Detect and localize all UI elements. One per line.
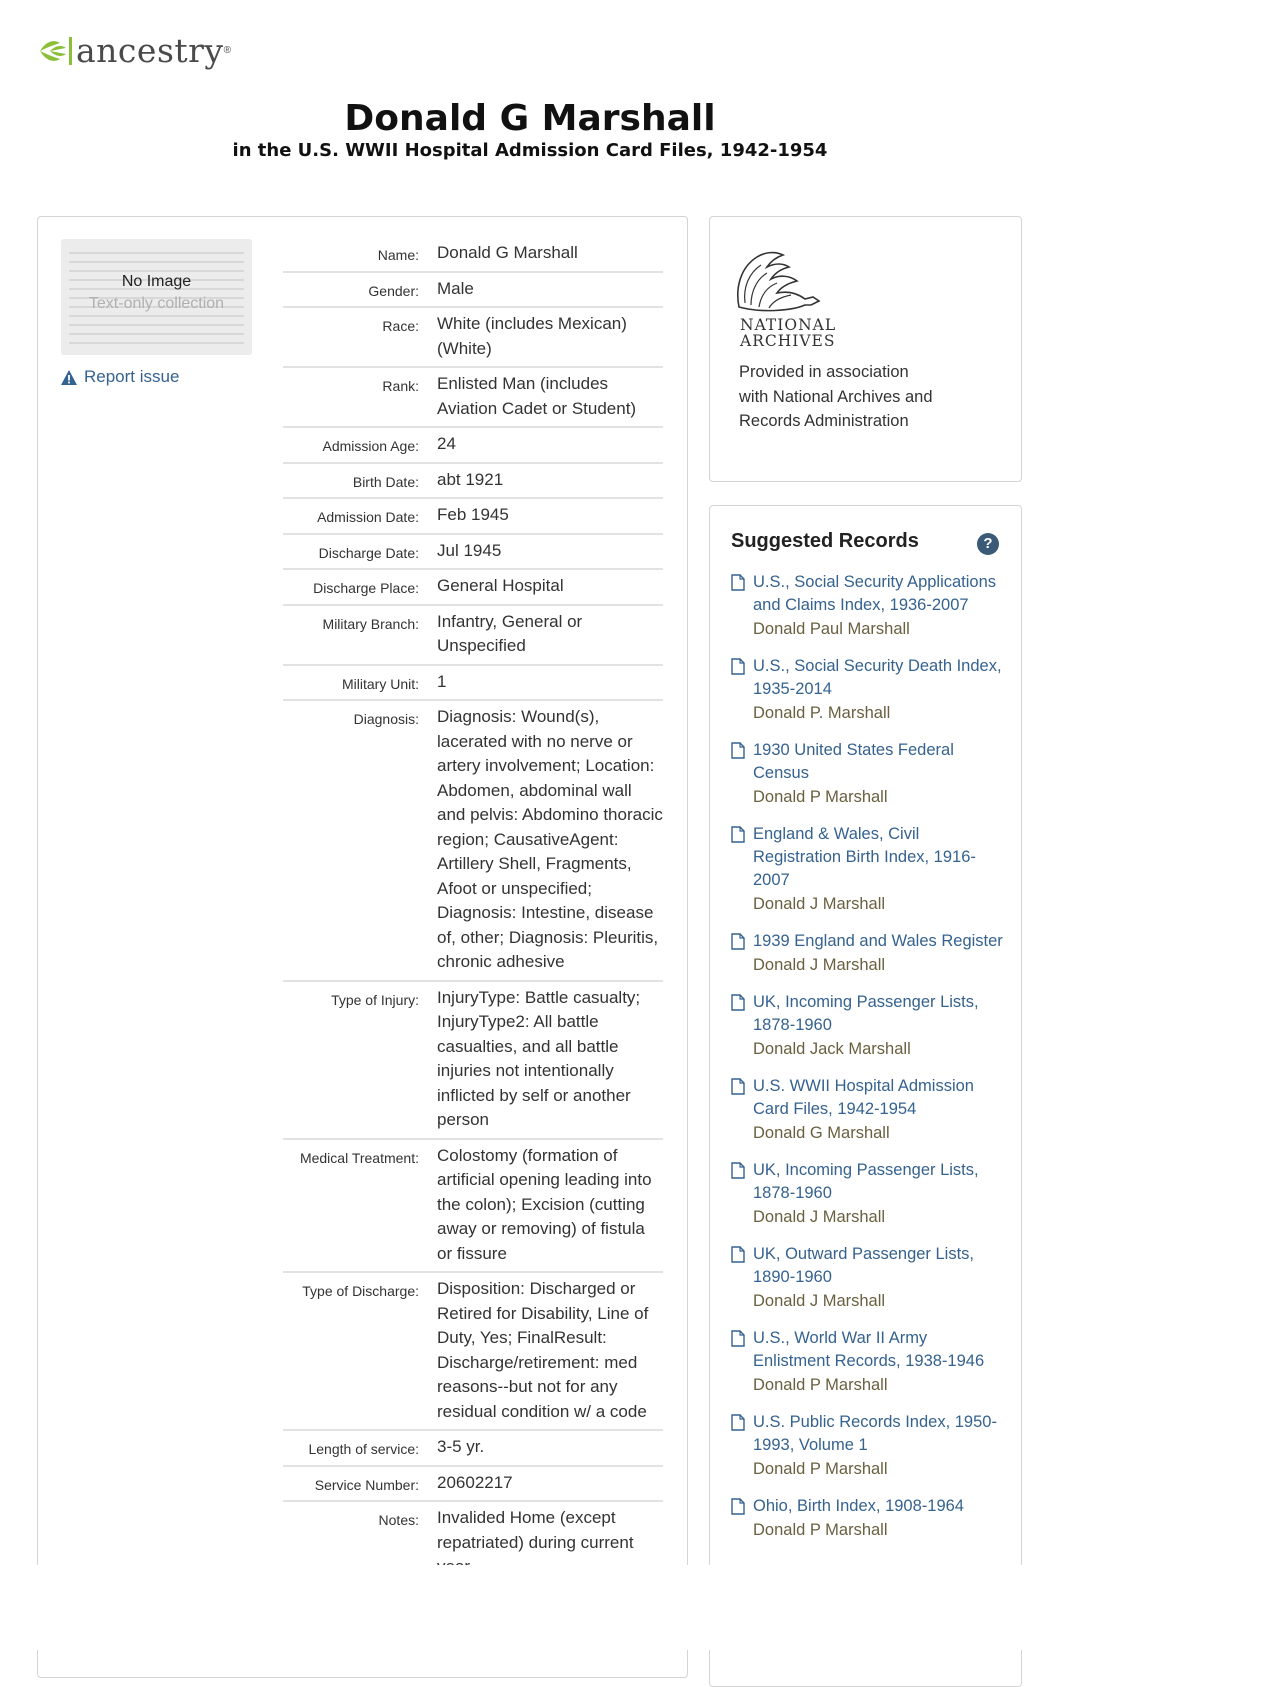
suggested-record-person: Donald J Marshall (753, 956, 886, 974)
field-value: Enlisted Man (includes Aviation Cadet or Student) (437, 367, 663, 427)
suggested-record-item (731, 1159, 1006, 1229)
suggested-records-title: Suggested Records (731, 530, 919, 552)
record-row (283, 700, 663, 981)
document-icon (731, 1330, 745, 1347)
record-row (283, 367, 663, 427)
national-archives-logo (731, 247, 841, 351)
field-value: Invalided Home (except repatriated) during current (437, 1501, 663, 1586)
record-row (283, 1466, 663, 1502)
na-wordmark-line1: NATIONAL (740, 316, 837, 334)
field-value: 3-5 yr. (437, 1430, 663, 1466)
field-label: Discharge Place: (283, 569, 437, 605)
suggested-record-item (731, 1495, 1006, 1542)
brand-name: ancestry (76, 31, 224, 70)
leaf-icon (36, 35, 74, 67)
warning-icon (60, 369, 78, 386)
record-row (283, 981, 663, 1139)
field-label: Length of service: (283, 1430, 437, 1466)
suggested-record-person: Donald Paul Marshall (753, 620, 910, 638)
suggested-record-person: Donald Jack Marshall (753, 1040, 911, 1058)
document-icon (731, 1414, 745, 1431)
document-icon (731, 826, 745, 843)
suggested-record-link[interactable]: UK, Incoming Passenger Lists, 1878-1960 (753, 993, 979, 1034)
suggested-record-person: Donald P. Marshall (753, 704, 891, 722)
suggested-record-link[interactable]: UK, Outward Passenger Lists, 1890-1960 (753, 1245, 975, 1286)
field-value: 1 (437, 665, 663, 701)
suggested-record-link[interactable]: 1939 England and Wales Register (753, 932, 1003, 950)
suggested-record-link[interactable]: U.S., Social Security Death Index, 1935-2014 (753, 657, 1002, 698)
document-icon (731, 1498, 745, 1515)
suggested-records-list (731, 571, 1006, 1556)
report-issue-label: Report issue (84, 367, 180, 386)
suggested-record-link[interactable]: U.S., Social Security Applications and Claims Index, 1936-2007 (753, 573, 997, 614)
record-row (283, 534, 663, 570)
field-label: Type of Injury: (283, 981, 437, 1139)
field-label: Admission Age: (283, 427, 437, 463)
field-value: Male (437, 272, 663, 308)
suggested-record-person: Donald J Marshall (753, 895, 886, 913)
record-row (283, 569, 663, 605)
field-label: Military Unit: (283, 665, 437, 701)
field-value: Colostomy (formation of artificial opening leading into the colon); Excision (cutting away or removing) of fistula or fissure (437, 1139, 663, 1273)
page-bottom-margin (0, 1565, 1275, 1650)
field-value: abt 1921 (437, 463, 663, 499)
na-wordmark-line2: ARCHIVES (740, 332, 836, 350)
suggested-record-person: Donald J Marshall (753, 1208, 886, 1226)
suggested-record-item (731, 991, 1006, 1061)
field-value: White (includes Mexican) (White) (437, 307, 663, 367)
suggested-record-item (731, 1243, 1006, 1313)
suggested-record-link[interactable]: U.S., World War II Army Enlistment Records, 1938-1946 (753, 1329, 985, 1370)
record-row (283, 605, 663, 665)
document-icon (731, 1078, 745, 1095)
suggested-record-person: Donald J Marshall (753, 1292, 886, 1310)
national-archives-text: Provided in association with National Archives and Records Administration (739, 363, 933, 430)
suggested-record-item (731, 739, 1006, 809)
record-row (283, 272, 663, 308)
record-row (283, 1139, 663, 1273)
help-icon[interactable]: ? (977, 533, 999, 555)
suggested-record-item (731, 655, 1006, 725)
field-label: Notes: (283, 1501, 437, 1586)
field-label: Birth Date: (283, 463, 437, 499)
record-row (283, 1430, 663, 1466)
field-label: Admission Date: (283, 498, 437, 534)
field-label: Service Number: (283, 1466, 437, 1502)
field-label: Gender: (283, 272, 437, 308)
record-row (283, 463, 663, 499)
document-icon (731, 574, 745, 591)
field-label: Name: (283, 237, 437, 272)
text-only-label: Text-only collection (88, 295, 225, 312)
no-image-label: No Image (121, 273, 192, 290)
suggested-record-item (731, 1327, 1006, 1397)
page-title: Donald G Marshall (344, 98, 716, 139)
document-icon (731, 994, 745, 1011)
field-label: Type of Discharge: (283, 1272, 437, 1430)
field-value: 20602217 (437, 1466, 663, 1502)
suggested-record-link[interactable]: U.S. WWII Hospital Admission Card Files, 1942-1954 (753, 1077, 974, 1118)
eagle-icon (731, 247, 841, 317)
record-image-placeholder (61, 239, 252, 355)
report-issue-link[interactable] (60, 367, 179, 387)
document-icon (731, 1246, 745, 1263)
field-label: Military Branch: (283, 605, 437, 665)
field-label: Race: (283, 307, 437, 367)
field-value: Diagnosis: Wound(s), lacerated with no nerve or artery involvement; Location: Abdomen, abdominal wall and pelvis: Abdomino thoracic region; CausativeAgent: Artillery Shell, Fragments, Afoot or unspecified; Diagnosis: Intestine, disease of, other; Diagnosis: Pleuritis, chronic adhesive (437, 700, 663, 981)
suggested-record-person: Donald P Marshall (753, 1460, 888, 1478)
record-details-table (283, 237, 663, 1587)
suggested-record-item (731, 930, 1006, 977)
record-row (283, 427, 663, 463)
field-label: Discharge Date: (283, 534, 437, 570)
field-label: Medical Treatment: (283, 1139, 437, 1273)
suggested-record-person: Donald P Marshall (753, 1521, 888, 1539)
suggested-record-person: Donald P Marshall (753, 1376, 888, 1394)
suggested-record-link[interactable]: UK, Incoming Passenger Lists, 1878-1960 (753, 1161, 979, 1202)
page-subtitle: in the U.S. WWII Hospital Admission Card Files, 1942-1954 (232, 140, 828, 161)
field-value: Jul 1945 (437, 534, 663, 570)
field-value: Donald G Marshall (437, 237, 663, 272)
field-label: Rank: (283, 367, 437, 427)
ancestry-logo[interactable] (36, 31, 231, 70)
field-value: 24 (437, 427, 663, 463)
suggested-record-person: Donald P Marshall (753, 788, 888, 806)
trademark: ® (223, 45, 231, 56)
suggested-record-item (731, 1411, 1006, 1481)
record-row (283, 498, 663, 534)
field-value: InjuryType: Battle casualty; InjuryType2: All battle casualties, and all battle injuries not intentionally inflicted by self or another person (437, 981, 663, 1139)
document-icon (731, 742, 745, 759)
suggested-record-item (731, 571, 1006, 641)
suggested-record-link[interactable]: 1930 United States Federal Census (753, 741, 954, 782)
field-value: General Hospital (437, 569, 663, 605)
field-value: Disposition: Discharged or Retired for Disability, Line of Duty, Yes; FinalResult: Discharge/retirement: med reasons--but not for any residual condition w/ a code (437, 1272, 663, 1430)
record-row (283, 665, 663, 701)
record-row (283, 1272, 663, 1430)
field-value: Feb 1945 (437, 498, 663, 534)
document-icon (731, 1162, 745, 1179)
field-value: Infantry, General or Unspecified (437, 605, 663, 665)
suggested-record-item (731, 823, 1006, 916)
record-row (283, 237, 663, 272)
suggested-record-item (731, 1075, 1006, 1145)
field-label: Diagnosis: (283, 700, 437, 981)
suggested-record-link[interactable]: U.S. Public Records Index, 1950-1993, Volume 1 (753, 1413, 997, 1454)
suggested-record-person: Donald G Marshall (753, 1124, 890, 1142)
document-icon (731, 933, 745, 950)
record-row (283, 307, 663, 367)
suggested-record-link[interactable]: England & Wales, Civil Registration Birth Index, 1916-2007 (753, 825, 976, 889)
document-icon (731, 658, 745, 675)
suggested-record-link[interactable]: Ohio, Birth Index, 1908-1964 (753, 1497, 964, 1515)
